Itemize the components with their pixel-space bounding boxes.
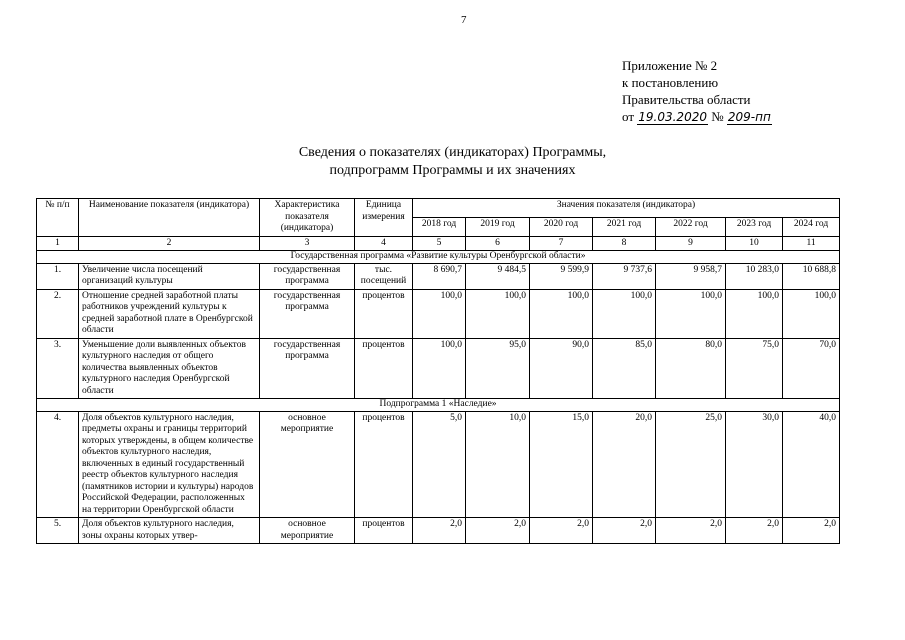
header-row [37,199,840,218]
header-year: 2024 год [783,217,840,236]
appendix-to-resolution: к постановлению [622,75,719,90]
row-unit: процентов [355,289,413,338]
row-value: 100,0 [413,289,466,338]
row-indicator-name: Доля объектов культурного наследия, предметы охраны и границы территорий которых утверждены, в общем количестве объектов культурного наследия, включенных в единый государственный реестр объектов культурного наследия (памятников истории и культуры) народов Российской Федерации, расположенных на территории Оренбургской области [79,411,260,518]
table-row [37,289,840,338]
header-year: 2023 год [726,217,783,236]
row-num: 2. [37,289,79,338]
row-value: 90,0 [530,338,593,399]
row-value: 25,0 [656,411,726,518]
header-characteristic: Характеристика показателя (индикатора) [260,199,355,237]
row-unit: тыс. посещений [355,263,413,289]
row-value: 9 599,9 [530,263,593,289]
header-year: 2022 год [656,217,726,236]
header-year: 2018 год [413,217,466,236]
row-value: 9 737,6 [593,263,656,289]
number-label: № [711,109,724,124]
row-unit: процентов [355,411,413,518]
section-row [37,251,840,264]
column-number: 6 [466,236,530,251]
row-indicator-name: Уменьшение доли выявленных объектов культурного наследия от общего количества выявленных объектов культурного наследия Оренбургской области [79,338,260,399]
from-label: от [622,109,635,124]
row-characteristic: основное мероприятие [260,411,355,518]
row-value: 15,0 [530,411,593,518]
column-number: 4 [355,236,413,251]
column-numbers-row [37,236,840,251]
handwritten-number: 209-пп [727,110,771,124]
row-unit: процентов [355,338,413,399]
row-characteristic: государственная программа [260,338,355,399]
appendix-title: Приложение № 2 [622,58,718,73]
row-num: 3. [37,338,79,399]
row-value: 10,0 [466,411,530,518]
row-num: 4. [37,411,79,518]
row-value: 2,0 [413,518,466,544]
table-row [37,411,840,518]
row-unit: процентов [355,518,413,544]
section-row [37,399,840,412]
column-number: 11 [783,236,840,251]
row-value: 100,0 [593,289,656,338]
column-number: 10 [726,236,783,251]
row-indicator-name: Увеличение числа посещений организаций культуры [79,263,260,289]
row-characteristic: основное мероприятие [260,518,355,544]
row-indicator-name: Доля объектов культурного наследия, зоны охраны которых утвер- [79,518,260,544]
column-number: 9 [656,236,726,251]
column-number: 5 [413,236,466,251]
title-line-1: Сведения о показателях (индикаторах) Программы, [298,145,607,160]
header-year: 2021 год [593,217,656,236]
header-name: Наименование показателя (индикатора) [79,199,260,237]
row-value: 85,0 [593,338,656,399]
table-row [37,263,840,289]
row-value: 20,0 [593,411,656,518]
row-value: 2,0 [593,518,656,544]
row-value: 5,0 [413,411,466,518]
appendix-date-line [622,108,772,125]
row-value: 100,0 [530,289,593,338]
row-value: 2,0 [656,518,726,544]
row-characteristic: государственная программа [260,289,355,338]
appendix-block [622,57,772,125]
row-value: 9 484,5 [466,263,530,289]
row-value: 2,0 [726,518,783,544]
row-value: 80,0 [656,338,726,399]
row-num: 1. [37,263,79,289]
row-value: 100,0 [726,289,783,338]
indicators-table [36,198,840,544]
column-number: 1 [37,236,79,251]
row-value: 2,0 [783,518,840,544]
row-value: 2,0 [530,518,593,544]
table-row [37,338,840,399]
row-value: 10 688,8 [783,263,840,289]
row-value: 95,0 [466,338,530,399]
document-title [0,144,905,180]
section-subprogram-1: Подпрограмма 1 «Наследие» [37,399,840,412]
column-number: 7 [530,236,593,251]
row-value: 70,0 [783,338,840,399]
title-line-2: подпрограмм Программы и их значениях [329,163,576,178]
header-year: 2019 год [466,217,530,236]
row-value: 9 958,7 [656,263,726,289]
row-value: 10 283,0 [726,263,783,289]
header-unit: Единица измерения [355,199,413,237]
header-num: № п/п [37,199,79,237]
header-year: 2020 год [530,217,593,236]
section-state-program: Государственная программа «Развитие культуры Оренбургской области» [37,251,840,264]
row-indicator-name: Отношение средней заработной платы работников учреждений культуры к средней заработной плате в Оренбургской области [79,289,260,338]
page-number: 7 [461,14,467,26]
row-value: 2,0 [466,518,530,544]
row-value: 30,0 [726,411,783,518]
handwritten-date: 19.03.2020 [638,110,707,124]
header-values-group: Значения показателя (индикатора) [413,199,840,218]
row-value: 100,0 [466,289,530,338]
column-number: 2 [79,236,260,251]
row-value: 8 690,7 [413,263,466,289]
row-value: 100,0 [413,338,466,399]
row-characteristic: государственная программа [260,263,355,289]
row-value: 40,0 [783,411,840,518]
row-value: 100,0 [783,289,840,338]
table-row [37,518,840,544]
appendix-government: Правительства области [622,92,751,107]
row-num: 5. [37,518,79,544]
column-number: 8 [593,236,656,251]
row-value: 75,0 [726,338,783,399]
row-value: 100,0 [656,289,726,338]
column-number: 3 [260,236,355,251]
